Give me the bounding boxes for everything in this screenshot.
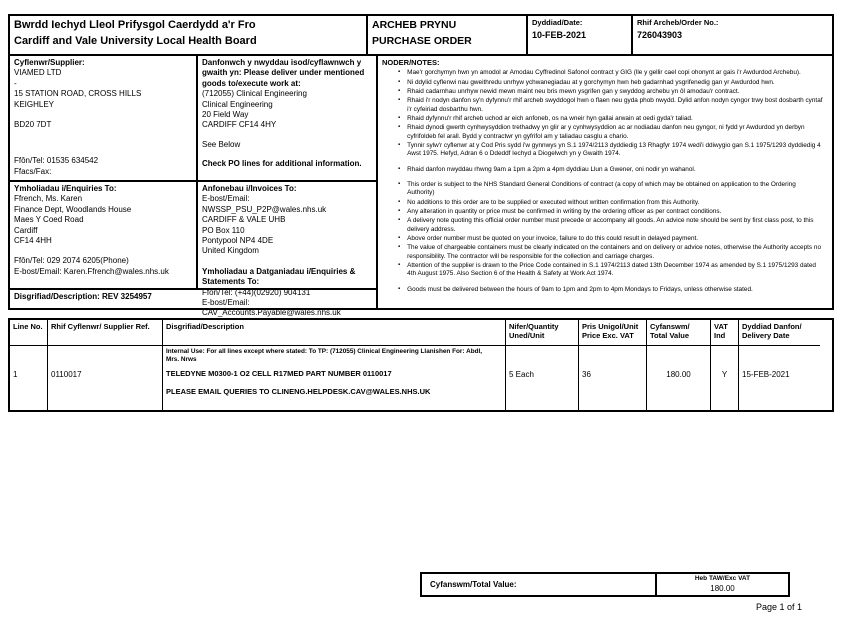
enquiries-label: Ymholiadau i/Enquiries To:: [14, 184, 117, 193]
col-header-supplier-ref: Rhif Cyflenwr/ Supplier Ref.: [48, 320, 163, 346]
bullet-icon: ▪: [398, 88, 401, 95]
enquiries-address-line: Cardiff: [14, 225, 38, 235]
invoices-label: Anfonebau i/Invoices To:: [202, 184, 297, 193]
supplier-name: VIAMED LTD: [14, 68, 62, 78]
note-item: ▪ Rhaid i'r nodyn danfon sy'n dyfynnu'r rhif archeb swyddogol hwn o flaen neu gyda phob nwydd. Dylid anfon nodyn cyngor trwy bost dosbarth cyntaf i'r cyfeiriad dosbarthu hwn.: [398, 97, 823, 113]
item-delivery-date: 15-FEB-2021: [742, 370, 790, 379]
col-header-quantity: Nifer/Quantity Uned/Unit: [506, 320, 579, 346]
note-item: ▪ Tynnir sylw'r cyflenwr at y Cod Pris sydd i'w gynnwys yn S.1 1974/2113 dyddiedig 13 Rhagfyr 1974 wedi'i ddiwygio gan S.1 1975/1293 dyddiedig 4 Awst 1975. Hefyd, Adran 6 o Ddeddf Iechyd a Diogelwch yn y Gwaith 1974.: [398, 142, 821, 158]
col-header-unit-price: Pris Unigol/Unit Price Exc. VAT: [579, 320, 647, 346]
item-description-cell: [163, 346, 506, 410]
org-name-english: Cardiff and Vale University Local Health Board: [14, 34, 257, 47]
item-supplier-ref: 0110017: [48, 346, 163, 410]
enquiries-contact: Ffrench, Ms. Karen: [14, 194, 83, 204]
enquiries-phone: Ffôn/Tel: 029 2074 6205(Phone): [14, 256, 129, 266]
bullet-icon: ▪: [398, 234, 401, 241]
invoices-address-line: CARDIFF & VALE UHB: [202, 215, 286, 225]
enquiries-box: [8, 180, 198, 290]
note-item: ▪ This order is subject to the NHS Standard General Conditions of contract (a copy of which may be obtained on application to the Ordering Authority): [398, 180, 796, 197]
col-header-vat: VAT Ind: [711, 320, 739, 346]
bullet-icon: ▪: [398, 165, 401, 172]
note-item: ▪ No additions to this order are to be supplied or executed without written confirmation from this Authority.: [398, 198, 700, 206]
note-item: ▪ Ni ddylid cyflenwi nau gweithredu unrhyw ychwanegiadau at y gorchymyn hwn heb gadarnhad ysgrifenedig gan yr Awdurdod hwn.: [398, 78, 775, 86]
doc-title-box: [366, 14, 528, 56]
bullet-icon: ▪: [398, 142, 401, 148]
note-item: ▪ Above order number must be quoted on your invoice, failure to do this could result in delayed payment.: [398, 234, 699, 242]
supplier-fax: Ffacs/Fax:: [14, 166, 52, 176]
enquiries-address-line: Finance Dept, Woodlands House: [14, 204, 132, 214]
invoices-address-line: PO Box 110: [202, 225, 245, 235]
total-value-amount: 180.00: [710, 584, 735, 593]
supplier-address-line: -: [14, 78, 17, 88]
note-item: ▪ A delivery note quoting this official order number must precede or accompany all goods. An advice note should be sent by first class post, to this delivery address.: [398, 217, 814, 233]
col-header-total: Cyfanswm/ Total Value: [647, 320, 711, 346]
enquiries-email: E-bost/Email: Karen.Ffrench@wales.nhs.uk: [14, 266, 169, 276]
total-value-label: Cyfanswm/Total Value:: [422, 574, 657, 595]
col-header-line-no: Line No.: [10, 320, 48, 346]
invoices-address-line: Pontypool NP4 4DE: [202, 235, 274, 245]
item-quantity: 5 Each: [506, 346, 579, 410]
date-label: Dyddiad/Date:: [532, 18, 583, 27]
invoices-phone: Ffon/Tel: (+44)(02920) 904131: [202, 287, 311, 297]
item-line-no: 1: [10, 346, 48, 410]
bullet-icon: ▪: [398, 217, 401, 224]
deliver-to-line: Clinical Engineering: [202, 99, 273, 109]
enquiries-address-line: Maes Y Coed Road: [14, 215, 84, 225]
deliver-to-line: 20 Field Way: [202, 109, 249, 119]
bullet-icon: ▪: [398, 78, 401, 85]
description-bar-text: Disgrifiad/Description: REV 3254957: [14, 292, 152, 301]
bullet-icon: ▪: [398, 244, 401, 251]
total-value-cell: [657, 574, 788, 595]
item-total-value: 180.00: [647, 346, 711, 410]
accounts-email: E-bost/Email: CAV_Accounts.Payable@wales.nhs.uk: [202, 297, 341, 318]
note-item: ▪ Goods must be delivered between the hours of 9am to 1pm and 2pm to 4pm Mondays to Fridays, unless otherwise stated.: [398, 285, 753, 293]
date-value: 10-FEB-2021: [532, 30, 587, 41]
check-po-note: Check PO lines for additional information.: [202, 159, 362, 169]
supplier-label: Cyflenwr/Supplier:: [14, 58, 85, 67]
invoices-email: E-bost/Email: NWSSP_PSU_P2P@wales.nhs.uk: [202, 194, 327, 214]
bullet-icon: ▪: [398, 261, 401, 268]
page-number: Page 1 of 1: [756, 602, 803, 612]
org-name-welsh: Bwrdd Iechyd Lleol Prifysgol Caerdydd a'r Fro: [14, 19, 256, 31]
totals-box: [420, 572, 790, 597]
notes-list: [382, 69, 828, 294]
supplier-phone: Ffôn/Tel: 01535 634542: [14, 156, 99, 166]
bullet-icon: ▪: [398, 180, 401, 187]
invoices-address-line: United Kingdom: [202, 246, 259, 256]
notes-box: [376, 54, 834, 310]
bullet-icon: ▪: [398, 69, 401, 76]
bullet-icon: ▪: [398, 207, 401, 214]
deliver-to-box: [196, 54, 378, 182]
supplier-box: [8, 54, 198, 182]
item-unit-price: 36: [579, 346, 647, 410]
order-number-label: Rhif Archeb/Order No.:: [637, 18, 719, 27]
deliver-to-line: (712055) Clinical Engineering: [202, 89, 307, 99]
enquiries-postcode: CF14 4HH: [14, 235, 52, 245]
bullet-icon: ▪: [398, 285, 401, 292]
statements-label: Ymholiadau a Datganiadau i/Enquiries & Statements To:: [202, 266, 356, 287]
deliver-to-line: CARDIFF CF14 4HY: [202, 120, 277, 130]
exc-vat-header: Heb TAW/Exc VAT: [694, 575, 751, 582]
item-internal-use-line: Internal Use: For all lines except where stated: To TP: (712055) Clinical Engineering Llanishen For: Abdl,: [166, 348, 483, 355]
supplier-postcode: BD20 7DT: [14, 119, 52, 129]
bullet-icon: ▪: [398, 124, 401, 131]
invoices-box: [196, 180, 378, 318]
doc-title-welsh: ARCHEB PRYNU: [372, 19, 457, 31]
note-item: ▪ Rhaid cadarnhau unrhyw newid mewn maint neu bris mewn ysgrifen gan y swyddog archebu yn ôl amodau'r contract.: [398, 88, 740, 96]
org-header: [8, 14, 368, 56]
description-bar: [8, 288, 378, 310]
deliver-to-label: Danfonwch y nwyddau isod/cyflawnwch y gwaith yn: Please deliver under mentioned goods to/execute work at:: [202, 58, 365, 88]
supplier-address-line: 15 STATION ROAD, CROSS HILLS: [14, 89, 142, 99]
note-item: ▪ Rhaid dynodi gwerth cynhwysyddion trethadwy yn glir ar y cynhwysyddion ac ar nodiadau danfon neu gyngor, ni fydd yr Awdurdod yn derbyn cyfrifoldeb fel arall. Bydd y contractwr yn gyfrifol am y taliadau casglu a chario.: [398, 124, 805, 140]
supplier-address-line: [14, 110, 192, 120]
item-internal-use-line2: Mrs. Nrws: [166, 356, 197, 363]
note-item: ▪ Rhaid danfon nwyddau rhwng 9am a 1pm a 2pm a 4pm dyddiau Llun a Gwener, oni nodir yn wahanol.: [398, 165, 696, 173]
bullet-icon: ▪: [398, 97, 401, 104]
item-vat-indicator: Y: [711, 346, 739, 410]
note-item: ▪ The value of chargeable containers must be clearly indicated on the containers and on delivery or advice notes, otherwise the Authority accepts no responsibility. The contractor will be responsible for the collection and carriage charges.: [398, 244, 821, 260]
note-item: ▪ Attention of the supplier is drawn to the Price Code contained in S.1 1974/2113 dated 13th December 1974 as amended by S.1 1975/1293 dated 4th August 1975. Also Section 6 of the Health & Safety at Work Act 1974.: [398, 261, 816, 278]
order-number-value: 726043903: [637, 30, 683, 41]
order-date-box: [526, 14, 633, 56]
bullet-icon: ▪: [398, 198, 401, 205]
note-item: ▪ Mae'r gorchymyn hwn yn amodol ar Amodau Cyffredinol Safonol contract y GIG (lle y gellir cael copi ohonynt ar gais i'r Awdurdod Archebu).: [398, 69, 801, 77]
note-item: ▪ Rhaid dyfynnu'r rhif archeb uchod ar eich anfoneb, os na wneir hyn gallai arwain at oedi gyda'r taliad.: [398, 115, 693, 123]
notes-label: NODER/NOTES:: [382, 58, 440, 67]
doc-title-english: PURCHASE ORDER: [372, 34, 472, 47]
bullet-icon: ▪: [398, 115, 401, 122]
line-items-table: [8, 318, 834, 412]
note-item: ▪ Any alteration in quantity or price must be confirmed in writing by the ordering officer as per contract conditions.: [398, 207, 722, 215]
supplier-address-line: KEIGHLEY: [14, 99, 55, 109]
col-header-delivery: Dyddiad Danfon/ Delivery Date: [739, 320, 820, 346]
col-header-description: Disgrifiad/Description: [163, 320, 506, 346]
item-query-note: PLEASE EMAIL QUERIES TO CLINENG.HELPDESK.CAV@WALES.NHS.UK: [166, 387, 431, 397]
order-number-box: [631, 14, 834, 56]
item-part-description: TELEDYNE M0300-1 O2 CELL R17MED PART NUMBER 0110017: [166, 369, 392, 378]
see-below-note: See Below: [202, 139, 241, 149]
